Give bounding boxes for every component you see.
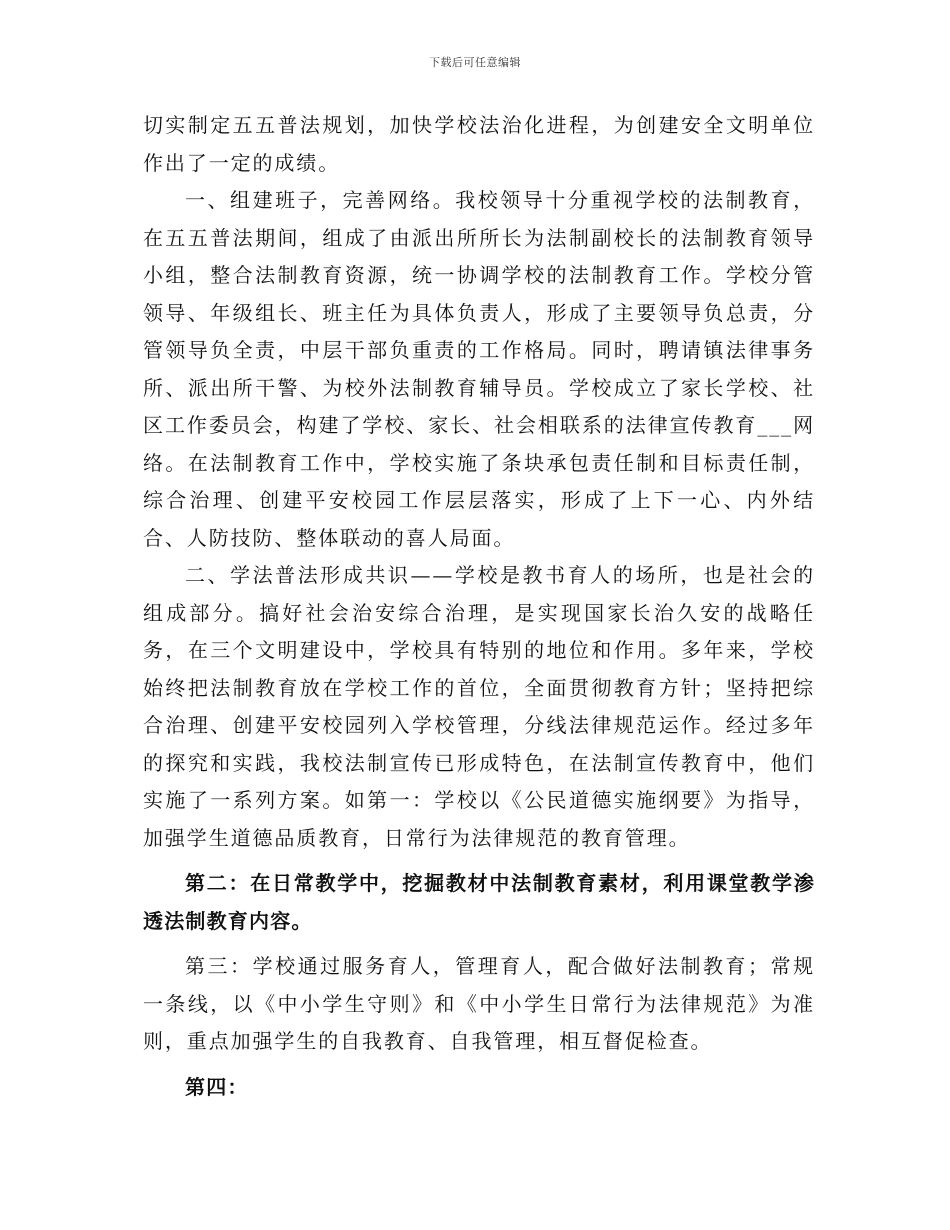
paragraph-second-point: 第二：在日常教学中，挖掘教材中法制教育素材，利用课堂教学渗透法制教育内容。 — [143, 871, 815, 933]
paragraph-section-one: 一、组建班子，完善网络。我校领导十分重视学校的法制教育，在五五普法期间，组成了由派出所所长为法制副校长的法制教育领导小组，整合法制教育资源，统一协调学校的法制教育工作。学校分管领导、年级组长、班主任为具体负责人，形成了主要领导负总责，分管领导负全责，中层干部负重责的工作格局。同时，聘请镇法律事务所、派出所干警、为校外法制教育辅导员。学校成立了家长学校、社区工作委员会，构建了学校、家长、社会相联系的法律宣传教育___网络。在法制教育工作中，学校实施了条块承包责任制和目标责任制，综合治理、创建平安校园工作层层落实，形成了上下一心、内外结合、人防技防、整体联动的喜人局面。 — [143, 188, 815, 550]
paragraph-fourth-point: 第四： — [185, 1074, 249, 1099]
page-header: 下载后可任意编辑 — [429, 56, 521, 69]
paragraph-intro: 切实制定五五普法规划，加快学校法治化进程，为创建安全文明单位作出了一定的成绩。 — [143, 113, 815, 175]
paragraph-section-two: 二、学法普法形成共识——学校是教书育人的场所，也是社会的组成部分。搞好社会治安综合治理，是实现国家长治久安的战略任务，在三个文明建设中，学校具有特别的地位和作用。多年来，学校始终把法制教育放在学校工作的首位，全面贯彻教育方针；坚持把综合治理、创建平安校园列入学校管理，分线法律规范运作。经过多年的探究和实践，我校法制宣传已形成特色，在法制宣传教育中，他们实施了一系列方案。如第一：学校以《公民道德实施纲要》为指导，加强学生道德品质教育，日常行为法律规范的教育管理。 — [143, 563, 815, 850]
paragraph-third-point: 第三：学校通过服务育人，管理育人，配合做好法制教育；常规一条线，以《中小学生守则》和《中小学生日常行为法律规范》为准则，重点加强学生的自我教育、自我管理，相互督促检查。 — [143, 954, 815, 1053]
document-body — [143, 107, 815, 1106]
